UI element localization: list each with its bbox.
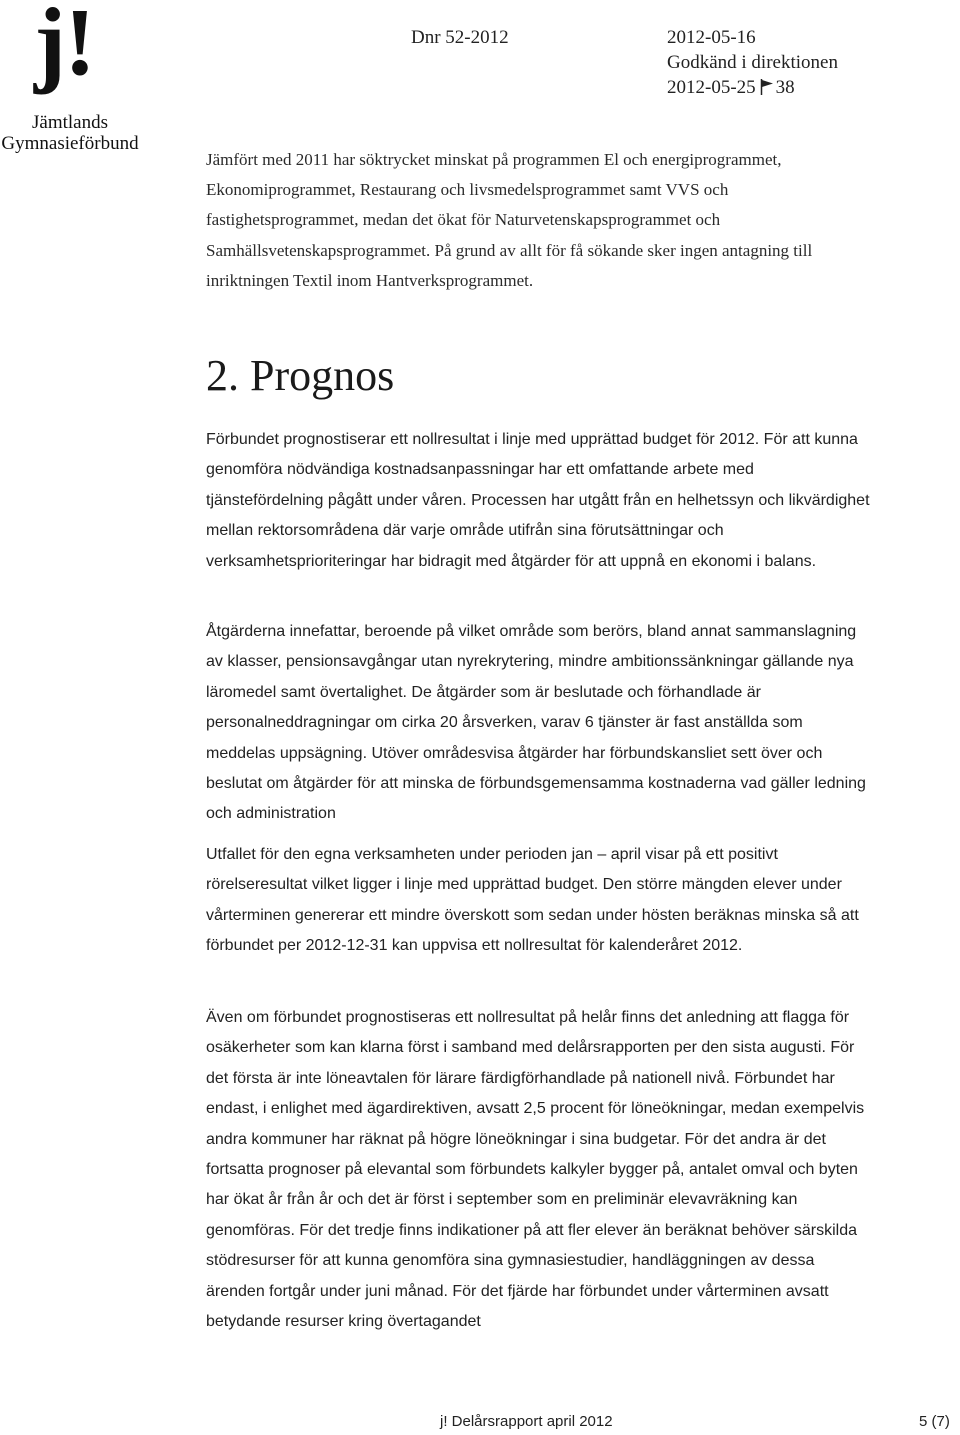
approval-line: [667, 75, 838, 102]
logo-wordmark: [0, 112, 140, 154]
header-meta: [667, 25, 838, 102]
flag-icon: [760, 77, 774, 102]
section-body-2: [206, 617, 871, 830]
section-body-4: [206, 1003, 871, 1337]
approval-label: Godkänd i direktionen: [667, 52, 838, 73]
logo-name-line1: Jämtlands: [32, 112, 108, 133]
page-number: 5 (7): [919, 1413, 950, 1430]
logo-mark: j!: [34, 0, 94, 95]
organization-logo: [0, 0, 140, 160]
intro-paragraph: Jämfört med 2011 har söktrycket minskat på programmen El och energiprogrammet, Ekonomiprogrammet, Restaurang och livsmedelsprogrammet samt VVS och fastighetsprogrammet, medan det ökat för Naturvetenskapsprogrammet och Samhällsvetenskapsprogrammet. På grund av allt för få sökande sker ingen antagning till inriktningen Textil inom Hantverksprogrammet.: [206, 150, 813, 290]
prognos-paragraph-1: Förbundet prognostiserar ett nollresultat i linje med upprättad budget för 2012. För att kunna genomföra nödvändiga kostnadsanpassningar har ett omfattande arbete med tjänstefördelning pågått under våren. Processen har utgått från en helhetssyn och likvärdighet mellan rektorsområdena där varje område utifrån sina förutsättningar och verksamhetsprioriteringar har bidragit med åtgärder för att uppnå en ekonomi i balans.: [206, 431, 870, 570]
approval-reference: 38: [775, 77, 795, 98]
document-number: Dnr 52-2012: [411, 27, 509, 48]
approval-date: 2012-05-25: [667, 77, 756, 98]
prognos-paragraph-4: Även om förbundet prognostiseras ett nollresultat på helår finns det anledning att flagga för osäkerheter som kan klarna först i samband med delårsrapporten per den sista augusti. För det första är inte löneavtalen för lärare färdigförhandlade på nationell nivå. Förbundet har endast, i enlighet med ägardirektiven, avsatt 2,5 procent för löneökningar, medan exempelvis andra kommuner har räknat på högre löneökningar i sina budgetar. För det andra är det fortsatta prognoser på elevantal som förbundets kalkyler bygger på, antalet omval och byten har ökat år från år och det är först i september som en preliminär elevavräkning kan genomföras. För det tredje finns indikationer på att fler elever än beräknat behöver särskilda stödresurser för att kunna genomföra sina gymnasiestudier, handläggningen av dessa ärenden fortgår under juni månad. För det fjärde har förbundet under vårterminen avsatt betydande resurser kring övertagandet: [206, 1009, 865, 1331]
footer-title: j! Delårsrapport april 2012: [440, 1413, 613, 1430]
logo-name-line2: Gymnasieförbund: [1, 133, 139, 154]
prognos-paragraph-2: Åtgärderna innefattar, beroende på vilket område som berörs, bland annat sammanslagning av klasser, pensionsavgångar utan nyrekrytering, mindre ambitionssänkningar gällande nya läromedel samt övertalighet. De åtgärder som är beslutade och förhandlade är personalneddragningar om cirka 20 årsverken, varav 6 tjänster är fast anställda som meddelas uppsägning. Utöver områdesvisa åtgärder har förbundskansliet sett över och beslutat om åtgärder för att minska de förbundsgemensamma kostnaderna vad gäller ledning och administration: [206, 623, 866, 823]
section-body-3: [206, 840, 871, 962]
section-body: [206, 425, 871, 577]
prognos-paragraph-3: Utfallet för den egna verksamheten under perioden jan – april visar på ett positivt rörelseresultat vilket ligger i linje med upprättad budget. Den större mängden elever under vårterminen genererar ett mindre överskott som sedan under hösten beräknas minska så att förbundet per 2012-12-31 kan uppvisa ett nollresultat för kalenderåret 2012.: [206, 846, 859, 955]
section-heading: 2. Prognos: [206, 351, 395, 400]
intro-section: [206, 145, 871, 296]
document-date: 2012-05-16: [667, 27, 756, 48]
